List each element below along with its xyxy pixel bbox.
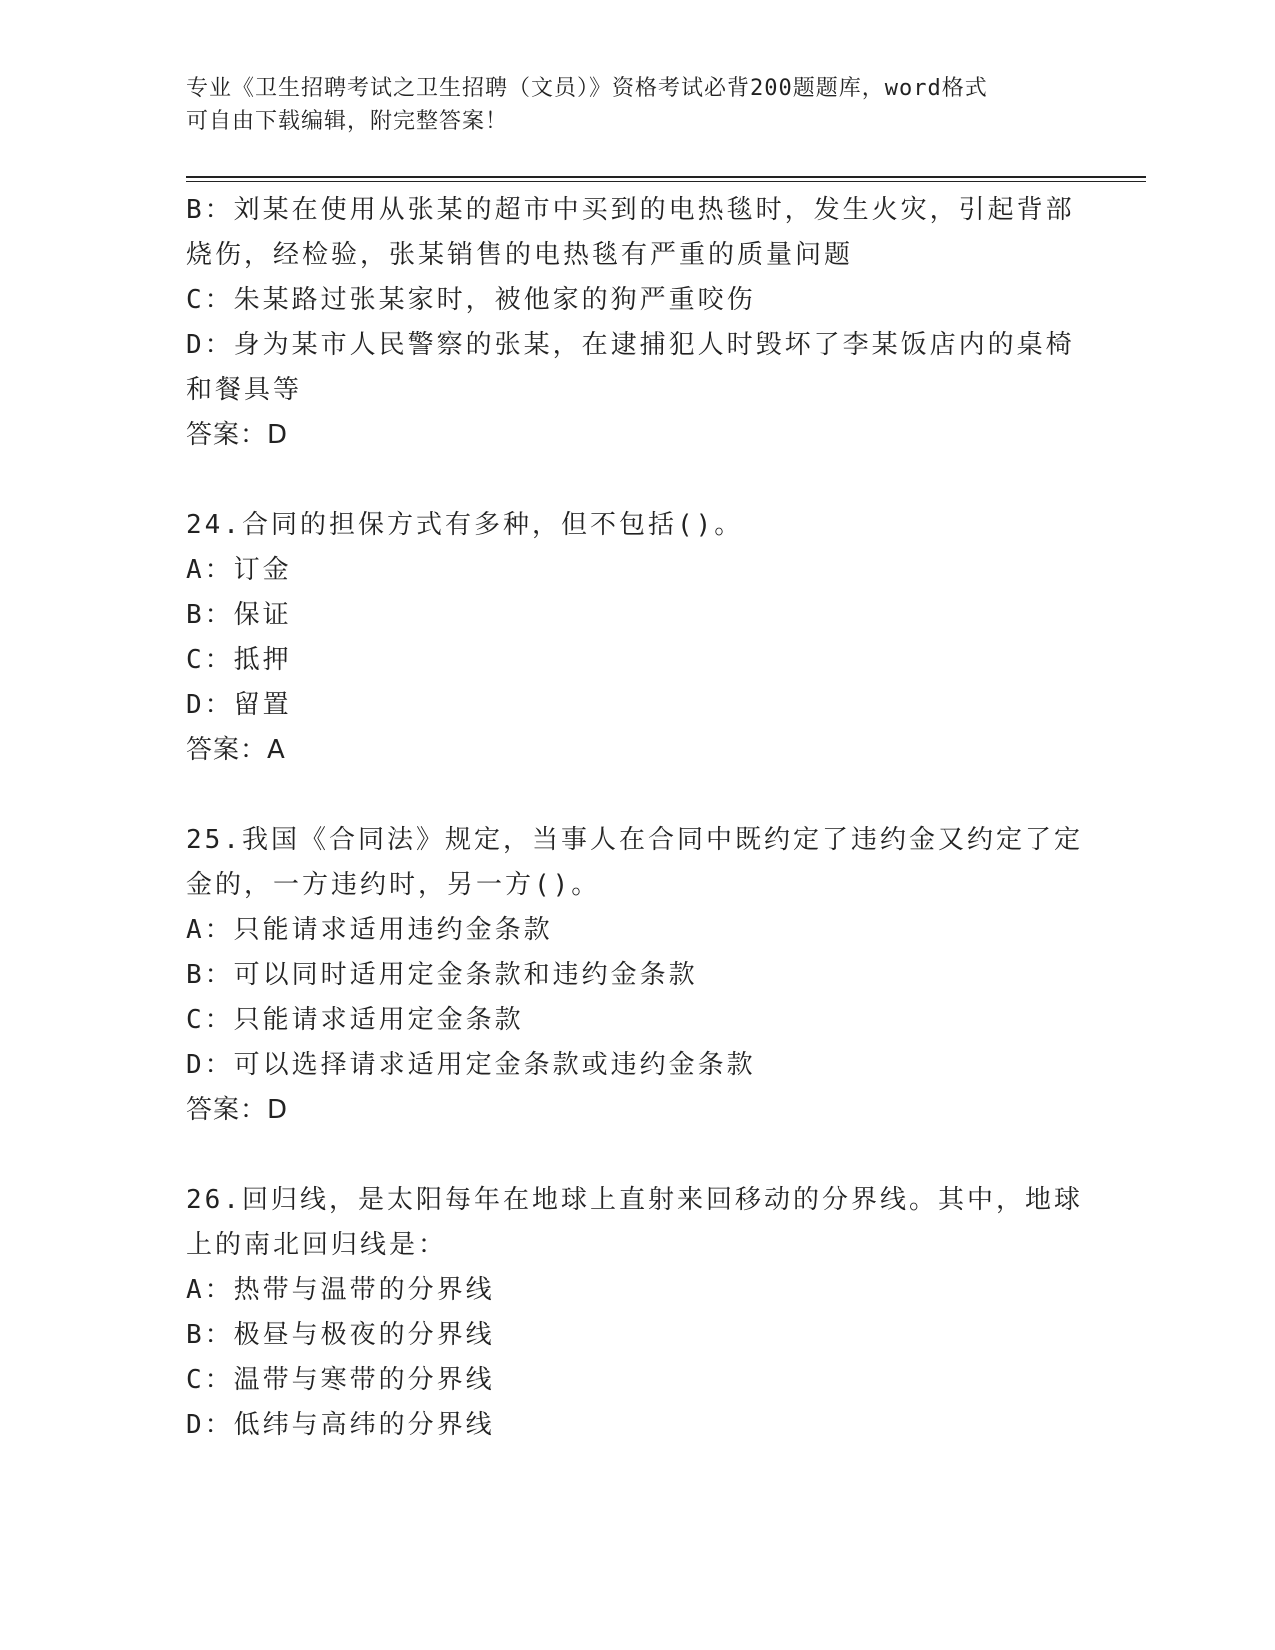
document-body <box>186 188 1083 1448</box>
q24-option-b: B：保证 <box>186 600 292 630</box>
q24-answer: 答案：A <box>186 735 286 765</box>
q25-option-d: D：可以选择请求适用定金条款或违约金条款 <box>186 1050 756 1080</box>
q26-option-c: C：温带与寒带的分界线 <box>186 1365 495 1395</box>
q23-option-c: C：朱某路过张某家时，被他家的狗严重咬伤 <box>186 285 756 315</box>
q25-stem-line-1: 25.我国《合同法》规定，当事人在合同中既约定了违约金又约定了定 <box>186 825 1083 855</box>
header-divider-thin <box>186 181 1146 182</box>
q23-option-d-line-2: 和餐具等 <box>186 375 303 405</box>
q23-option-b-line-1: B：刘某在使用从张某的超市中买到的电热毯时，发生火灾，引起背部 <box>186 195 1075 225</box>
q26-option-d: D：低纬与高纬的分界线 <box>186 1410 495 1440</box>
q24-option-d: D：留置 <box>186 690 292 720</box>
q26-stem-line-1: 26.回归线，是太阳每年在地球上直射来回移动的分界线。其中，地球 <box>186 1185 1083 1215</box>
question-25 <box>186 818 1083 1133</box>
q24-option-a: A：订金 <box>186 555 292 585</box>
q26-option-a: A：热带与温带的分界线 <box>186 1275 495 1305</box>
q23-answer: 答案：D <box>186 420 289 450</box>
q25-option-a: A：只能请求适用违约金条款 <box>186 915 553 945</box>
q24-stem: 24.合同的担保方式有多种，但不包括()。 <box>186 510 744 540</box>
question-23 <box>186 188 1076 458</box>
question-26 <box>186 1178 1083 1448</box>
q25-option-b: B：可以同时适用定金条款和违约金条款 <box>186 960 698 990</box>
question-spacer <box>186 773 1076 818</box>
q24-option-c: C：抵押 <box>186 645 292 675</box>
header-divider-thick <box>186 176 1146 178</box>
q25-option-c: C：只能请求适用定金条款 <box>186 1005 524 1035</box>
question-24 <box>186 503 1076 773</box>
header-title-line-2: 可自由下载编辑，附完整答案！ <box>186 109 509 134</box>
q26-stem-line-2: 上的南北回归线是： <box>186 1230 448 1260</box>
question-spacer <box>186 1133 1076 1178</box>
document-header <box>186 72 1086 138</box>
question-spacer <box>186 458 1076 503</box>
q25-answer: 答案：D <box>186 1095 289 1125</box>
q25-stem-line-2: 金的，一方违约时，另一方()。 <box>186 870 601 900</box>
q23-option-d-line-1: D：身为某市人民警察的张某，在逮捕犯人时毁坏了李某饭店内的桌椅 <box>186 330 1075 360</box>
q26-option-b: B：极昼与极夜的分界线 <box>186 1320 495 1350</box>
q23-option-b-line-2: 烧伤，经检验，张某销售的电热毯有严重的质量问题 <box>186 240 854 270</box>
header-title-line-1: 专业《卫生招聘考试之卫生招聘（文员）》资格考试必背200题题库，word格式 <box>186 76 988 101</box>
